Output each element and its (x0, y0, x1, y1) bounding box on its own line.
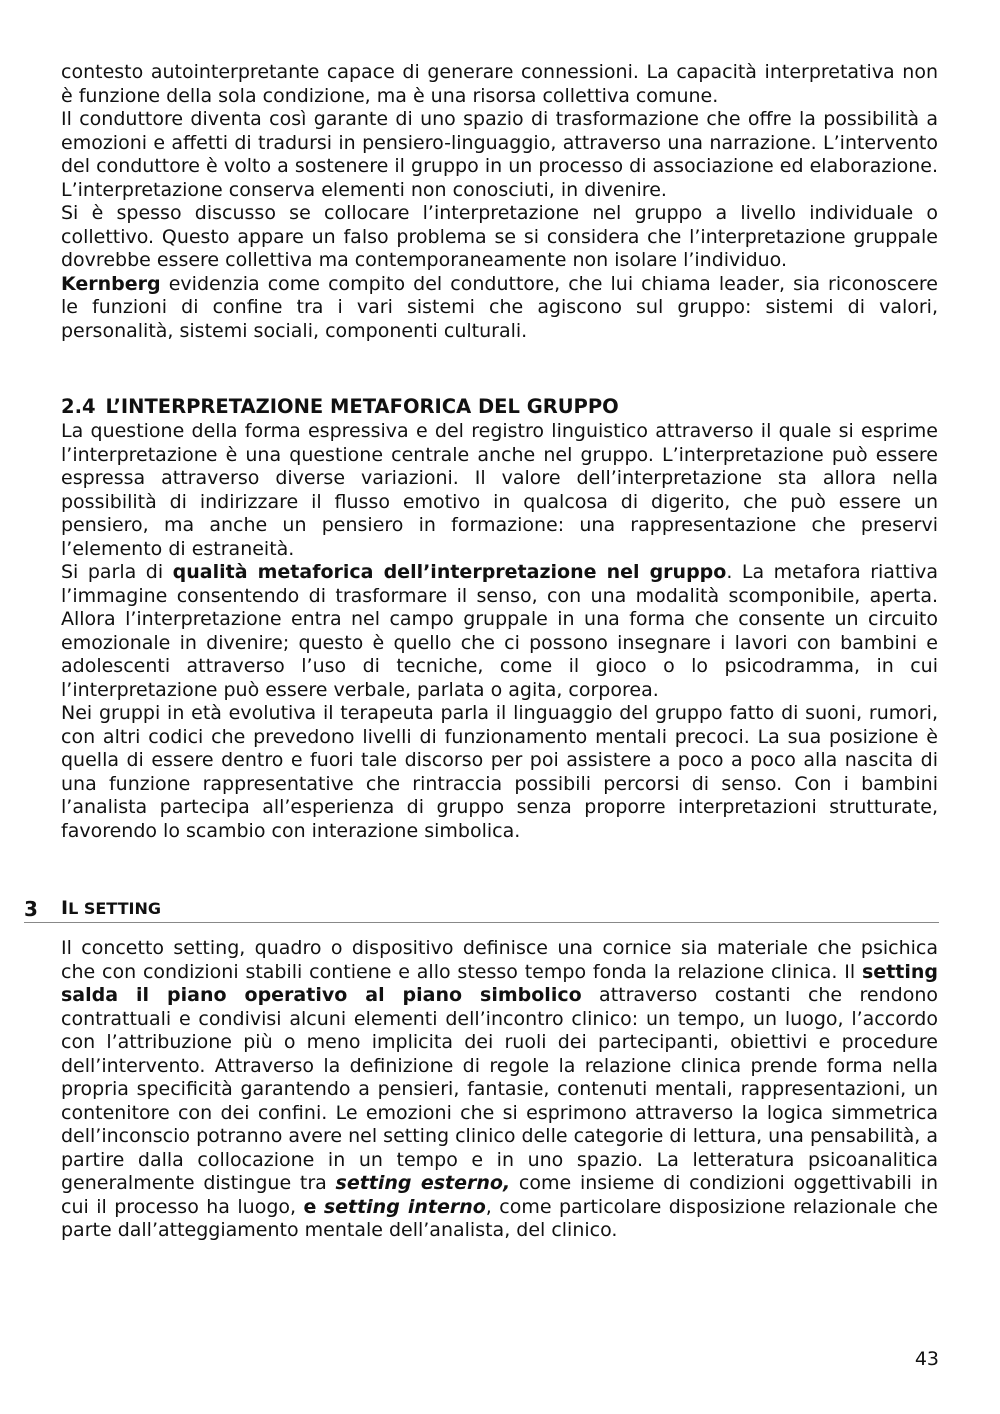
paragraph: Nei gruppi in età evolutiva il terapeuta parla il linguaggio del gruppo fatto di suoni, rumori, con altri codici che prevedono livelli di funzionamento mentali precoci. La sua posizione è quella di essere dentro e fuori tale discorso per poi assistere a poco a poco alla nascita di una funzione rappresentative che rintraccia possibili percorsi di senso. Con i bambini l’analista partecipa all’esperienza di gruppo senza proporre interpretazioni strutturate, favorendo lo scambio con interazione simbolica. (61, 702, 938, 842)
section-heading-2-4 (61, 395, 619, 419)
paragraph: La questione della forma espressiva e del registro linguistico attraverso il quale si esprime l’interpretazione è una questione centrale anche nel gruppo. L’interpretazione può essere espressa attraverso diverse variazioni. Il valore dell’interpretazione sta allora nella possibilità di indirizzare il flusso emotivo in qualcosa di digerito, che può essere un pensiero, ma anche un pensiero in formazione: una rappresentazione che preservi l’elemento di estraneità. (61, 420, 938, 560)
section-heading-3 (24, 897, 939, 923)
section-3-body (61, 937, 938, 1243)
section-title: L’INTERPRETAZIONE METAFORICA DEL GRUPPO (105, 395, 619, 418)
section-number: 3 (24, 897, 38, 921)
paragraph (61, 273, 938, 344)
intro-paragraphs (61, 61, 938, 343)
bold-phrase: setting salda il piano operativo al piano simbolico (61, 960, 938, 1006)
paragraph-text: evidenzia come compito del conduttore, che lui chiama leader, sia riconoscere le funzioni di confine tra i vari sistemi che agiscono sul gruppo: sistemi di valori, personalità, sistemi sociali, componenti culturali. (61, 272, 938, 342)
bold-italic-term: setting interno (323, 1195, 486, 1218)
paragraph: Si è spesso discusso se collocare l’interpretazione nel gruppo a livello individuale o collettivo. Questo appare un falso problema se si considera che l’interpretazione gruppale dovrebbe essere collettiva ma contemporaneamente non isolare l’individuo. (61, 202, 938, 271)
paragraph: Il concetto setting, quadro o dispositivo definisce una cornice sia materiale che psichica che con condizioni stabili contiene e allo stesso tempo fonda la relazione clinica. Il setting salda il piano operativo al piano simbolico attraverso costanti che rendono contrattuali e condivisi alcuni elementi dell’incontro clinico: un tempo, un luogo, l’accordo con l’attribuzione più o meno implicita dei ruoli dei partecipanti, obiettivi e procedure dell’intervento. Attraverso la definizione di regole la relazione clinica prende forma nella propria specificità garantendo a pensieri, fantasie, contenuti mentali, rappresentazioni, un contenitore con dei confini. Le emozioni che si esprimono attraverso la logica simmetrica dell’inconscio potranno avere nel setting clinico delle categorie di lettura, una pensabilità, a partire dalla collocazione in un tempo e in uno spazio. La letteratura psicoanalitica generalmente distingue tra setting esterno, come insieme di condizioni oggettivabili in cui il processo ha luogo, e setting interno, come particolare disposizione relazionale che parte dall’atteggiamento mentale dell’analista, del clinico. (61, 937, 938, 1241)
bold-italic-term: setting esterno, (335, 1172, 511, 1194)
page-number: 43 (914, 1348, 939, 1370)
paragraph: contesto autointerpretante capace di generare connessioni. La capacità interpretativa non è funzione della sola condizione, ma è una risorsa collettiva comune. (61, 61, 938, 107)
section-number: 2.4 (61, 395, 96, 418)
bold-name: Kernberg (61, 272, 161, 295)
section-title: IL SETTING (61, 897, 161, 919)
paragraph: Il conduttore diventa così garante di uno spazio di trasformazione che offre la possibilità a emozioni e affetti di tradursi in pensiero-linguaggio, attraverso una narrazione. L’intervento del conduttore è volto a sostenere il gruppo in un processo di associazione ed elaborazione. L’interpretazione conserva elementi non conosciuti, in divenire. (61, 108, 938, 201)
section-2-4-body (61, 420, 938, 843)
bold-phrase: qualità metaforica dell’interpretazione nel gruppo (172, 561, 727, 583)
paragraph: Si parla di qualità metaforica dell’interpretazione nel gruppo. La metafora riattiva l’immagine consentendo di trasformare il senso, con una modalità scomponibile, aperta. Allora l’interpretazione entra nel campo gruppale in una forma che consente un circuito emozionale in divenire; questo è quello che ci possono insegnare i lavori con bambini e adolescenti attraverso l’uso di tecniche, come il gioco o lo psicodramma, in cui l’interpretazione può essere verbale, parlata o agita, corporea. (61, 561, 939, 701)
